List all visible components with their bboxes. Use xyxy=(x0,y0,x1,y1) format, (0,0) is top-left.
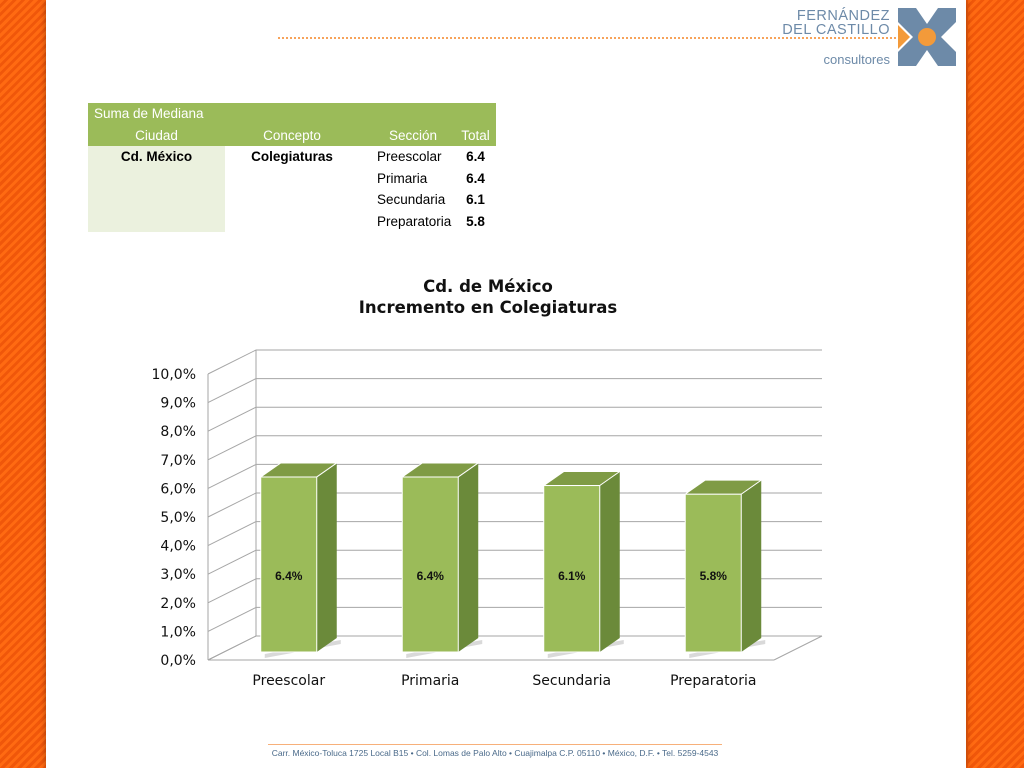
footer-line xyxy=(268,744,722,745)
table-row xyxy=(88,211,496,233)
chart-data-labels xyxy=(275,569,727,583)
data-label: 6.4% xyxy=(416,569,444,584)
x-category-label: Preparatoria xyxy=(670,673,757,689)
y-tick-label: 1,0% xyxy=(160,624,196,641)
data-label: 5.8% xyxy=(699,569,727,584)
gridline xyxy=(208,407,256,431)
x-category-label: Preescolar xyxy=(252,673,326,689)
cell-total: 6.1 xyxy=(466,192,485,208)
cell-section: Secundaria xyxy=(377,192,446,208)
gridline xyxy=(208,550,256,574)
brand-line-2: DEL CASTILLO xyxy=(782,22,890,38)
y-tick-label: 9,0% xyxy=(160,395,196,412)
pivot-header-top-row xyxy=(88,103,496,125)
cell-concept: Colegiaturas xyxy=(251,149,333,165)
data-label: 6.4% xyxy=(275,569,303,584)
bar xyxy=(544,472,624,658)
table-row xyxy=(88,189,496,211)
gridline xyxy=(208,607,256,631)
cell-city: Cd. México xyxy=(88,146,225,168)
bar-side xyxy=(600,472,620,652)
gridline xyxy=(774,636,822,660)
y-tick-label: 2,0% xyxy=(160,595,196,612)
gridline xyxy=(208,636,256,660)
pivot-table xyxy=(88,103,496,232)
bar-front xyxy=(261,477,317,652)
y-tick-label: 4,0% xyxy=(160,538,196,555)
chart-title-line-1: Cd. de México xyxy=(423,277,553,296)
x-category-label: Primaria xyxy=(401,673,460,689)
bar xyxy=(402,463,482,658)
bar-chart xyxy=(46,262,966,702)
brand-line-1: FERNÁNDEZ xyxy=(796,8,890,24)
pivot-header-suma: Suma de Mediana xyxy=(88,103,225,125)
y-tick-label: 10,0% xyxy=(151,367,196,383)
gridline xyxy=(208,379,256,403)
y-tick-label: 6,0% xyxy=(160,481,196,498)
col-header-total: Total xyxy=(455,125,496,147)
chart-title-line-2: Incremento en Colegiaturas xyxy=(358,298,618,317)
cell-section: Preparatoria xyxy=(377,213,452,229)
data-label: 6.1% xyxy=(558,569,586,584)
chart-bars xyxy=(261,463,766,658)
cell-section: Preescolar xyxy=(377,149,442,165)
cell-total: 6.4 xyxy=(466,149,485,165)
gridline xyxy=(208,436,256,460)
y-tick-label: 3,0% xyxy=(160,567,196,584)
col-header-concepto: Concepto xyxy=(225,125,359,147)
x-category-label: Secundaria xyxy=(532,673,612,689)
gridline xyxy=(208,493,256,517)
gridline xyxy=(208,350,256,374)
cell-section: Primaria xyxy=(377,170,428,186)
bar-front xyxy=(402,477,458,652)
cell-total: 5.8 xyxy=(466,213,485,229)
bar-side xyxy=(741,480,761,652)
bar xyxy=(261,463,341,658)
col-header-ciudad: Ciudad xyxy=(88,125,225,147)
x-circle-logo-icon xyxy=(898,8,956,66)
left-orange-border xyxy=(0,0,46,768)
y-axis-ticks xyxy=(152,367,196,669)
table-row xyxy=(88,146,496,168)
gridline xyxy=(208,522,256,546)
y-tick-label: 5,0% xyxy=(160,510,196,526)
footer-address: Carr. México-Toluca 1725 Local B15 • Col. Lomas de Palo Alto • Cuajimalpa C.P. 05110 • México, D.F. • Tel. 5259-4543 xyxy=(271,748,719,758)
y-tick-label: 7,0% xyxy=(160,452,196,469)
gridline xyxy=(208,579,256,603)
table-row xyxy=(88,168,496,190)
gridline xyxy=(208,464,256,488)
bar-side xyxy=(317,463,337,652)
x-axis-categories xyxy=(252,673,756,689)
right-orange-border xyxy=(968,0,1024,768)
pivot-header-row xyxy=(88,125,496,147)
col-header-seccion: Sección xyxy=(359,125,455,147)
y-tick-label: 8,0% xyxy=(160,424,196,441)
y-tick-label: 0,0% xyxy=(160,653,196,669)
brand-line-3: consultores xyxy=(823,52,890,67)
cell-total: 6.4 xyxy=(466,170,485,186)
bar-side xyxy=(458,463,478,652)
slide xyxy=(46,0,966,768)
